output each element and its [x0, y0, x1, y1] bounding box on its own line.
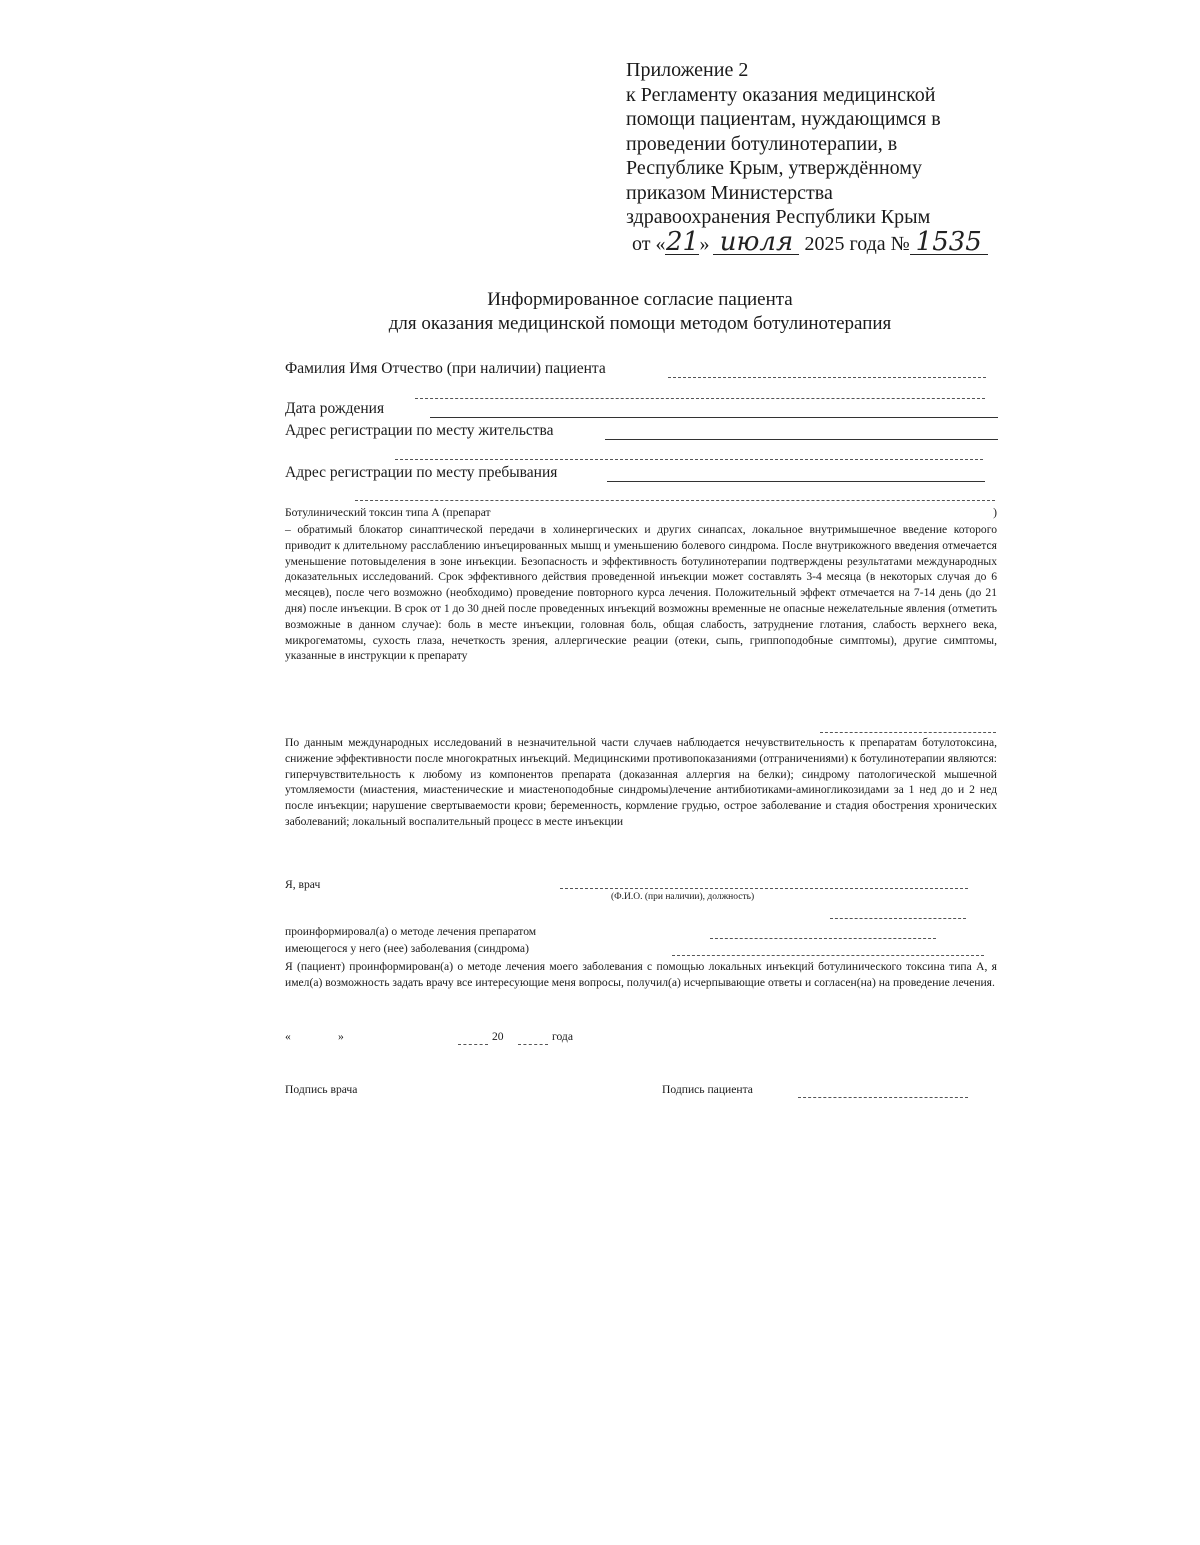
- handwritten-month: июля: [713, 230, 799, 255]
- handwritten-day: 21: [665, 226, 700, 257]
- appendix-line: к Регламенту оказания медицинской: [626, 83, 936, 106]
- disease-underline: [672, 955, 984, 956]
- disease-line: имеющегося у него (нее) заболевания (синдрома): [285, 942, 529, 955]
- birth-underline: [430, 417, 998, 418]
- toxin-overline: [355, 500, 995, 501]
- reg-stay-label: Адрес регистрации по месту пребывания: [285, 464, 558, 481]
- preparation-underline: [820, 732, 996, 733]
- title-line-2: для оказания медицинской помощи методом ботулинотерапия: [388, 313, 892, 334]
- body-toxin-line: [285, 505, 997, 521]
- doctor-underline: [560, 888, 968, 889]
- appendix-line: Приложение 2: [626, 59, 749, 81]
- appendix-line: приказом Министерства: [626, 181, 833, 204]
- date-prefix: от «: [632, 232, 666, 255]
- paragraph-patient-consent: Я (пациент) проинформирован(а) о методе лечения моего заболевания с помощью локальных инъекций ботулинического токсина типа А, я имел(а) возможность задать врачу все интересующие меня вопросы, получил(а) исчерпывающие ответы и согласен(на) на проведение лечения.: [285, 960, 997, 989]
- toxin-label: Ботулинический токсин типа А (препарат: [285, 506, 491, 519]
- fio-underline: [668, 377, 986, 378]
- appendix-line: проведении ботулинотерапии, в: [626, 132, 898, 155]
- date-year-text: 2025 года №: [804, 232, 910, 255]
- body-paragraph-3: [285, 959, 997, 991]
- toxin-close: ): [993, 506, 997, 519]
- doctor-label: Я, врач: [285, 878, 321, 891]
- body-paragraph-1: [285, 522, 997, 664]
- handwritten-order-number: 1535: [910, 230, 988, 255]
- date-year-underline: [518, 1044, 548, 1045]
- appendix-line: здравоохранения Республики Крым: [626, 206, 931, 228]
- informed-overline: [830, 918, 966, 919]
- reg-residence-label: Адрес регистрации по месту жительства: [285, 422, 554, 439]
- fio-underline-2: [415, 398, 985, 399]
- patient-signature-label: Подпись пациента: [662, 1083, 753, 1096]
- document-title: [300, 288, 980, 336]
- reg-residence-underline-2: [395, 459, 983, 460]
- appendix-line: помощи пациентам, нуждающимся в: [626, 108, 941, 130]
- date-close-quote: »: [338, 1030, 344, 1043]
- date-year-word: года: [552, 1030, 573, 1043]
- appendix-header: [626, 58, 1046, 256]
- preparation-name-underline: [710, 938, 936, 939]
- date-century: 20: [492, 1030, 504, 1043]
- doctor-signature-label: Подпись врача: [285, 1083, 358, 1096]
- date-mid: »: [699, 232, 710, 255]
- consent-date-line: [285, 1029, 685, 1045]
- paragraph-effect: – обратимый блокатор синаптической передачи в холинергических и других синапсах, локальное внутримышечное введение которого приводит к длительному расслаблению инъецированных мышц и уменьшению болевого синдрома. После внутрикожного введения отмечается уменьшение потовыделения в зоне инъекции. Безопасность и эффективность ботулинотерапии подтверждены результатами международных доказательных исследований. Срок эффективного действия проведенной инъекции может составлять 3-4 месяца (в некоторых случая до 6 месяцев), после чего возможно (необходимо) проведение повторного курса лечения. Положительный эффект отмечается на 7-14 день (до 21 дня) после инъекции. В срок от 1 до 30 дней после проведенных инъекций возможны временные не опасные нежелательные явления (отметить возможные в данном случае): боль в месте инъекции, головная боль, общая слабость, затруднение глотания, слабость верхнего века, микрогематомы, сухость глаза, нечеткость зрения, аллергические реации (отеки, сыпь, гриппоподобные симптомы), другие симптомы, указанные в инструкции к препарату: [285, 523, 997, 663]
- appendix-line: Республике Крым, утверждённому: [626, 157, 922, 179]
- doctor-caption: (Ф.И.О. (при наличии), должность): [611, 892, 755, 902]
- birth-label: Дата рождения: [285, 400, 385, 417]
- paragraph-contraindications: По данным международных исследований в незначительной части случаев наблюдается нечувствительность к препаратам ботулотоксина, снижение эффективности после многократных инъекций. Медицинскими противопоказаниями (отграничениями) к ботулинотерапии являются: гиперчувствительность к любому из компонентов препарата (доказанная аллергия на белки); синдрому патологической мышечной утомляемости (миастения, миастенические и миастеноподобные синдромы)лечение антибиотиками-аминогликозидами за 1 нед до и 2 нед после инъекции; нарушение свертываемости крови; беременность, кормление грудью, острое заболевание и стадия обострения хронических заболеваний; локальный воспалительный процесс в месте инъекции: [285, 736, 997, 828]
- date-month-underline: [458, 1044, 488, 1045]
- reg-stay-underline: [607, 481, 985, 482]
- body-paragraph-2: [285, 735, 997, 830]
- informed-line: проинформировал(а) о методе лечения препаратом: [285, 925, 537, 938]
- title-line-1: Информированное согласие пациента: [487, 289, 793, 310]
- reg-residence-underline: [605, 439, 998, 440]
- date-open-quote: «: [285, 1030, 291, 1043]
- patient-signature-underline: [798, 1097, 968, 1098]
- doctor-line: [285, 877, 997, 893]
- fio-label: Фамилия Имя Отчество (при наличии) пациента: [285, 360, 606, 377]
- appendix-date-line: [632, 226, 1046, 257]
